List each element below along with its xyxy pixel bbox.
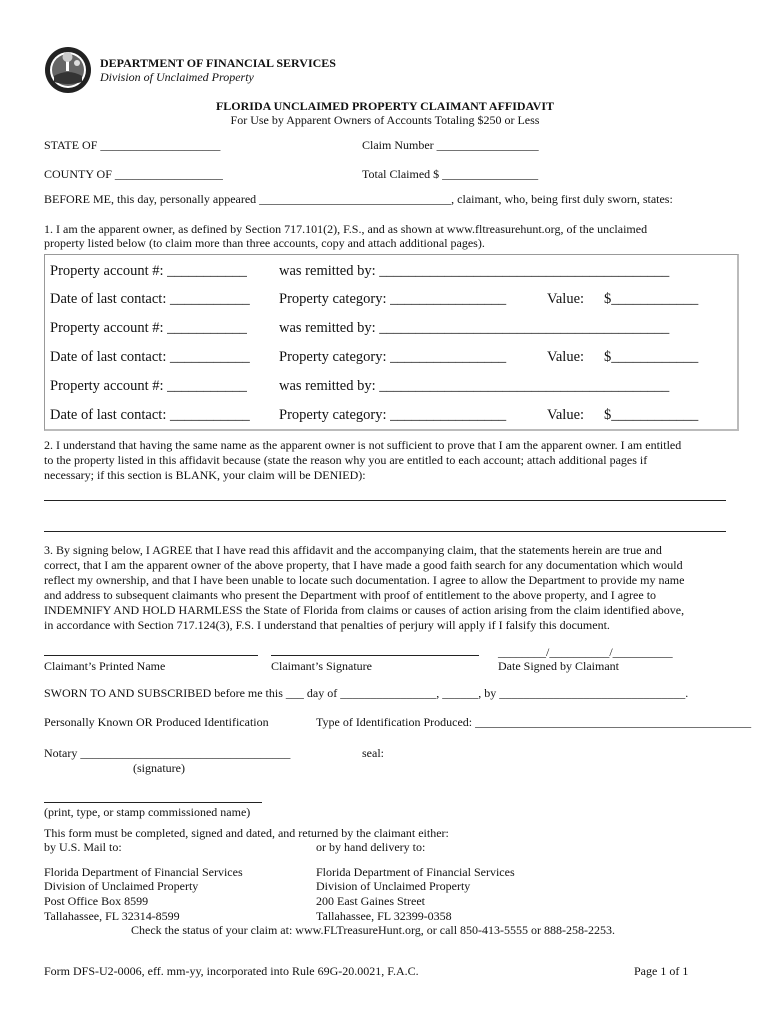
hand-address-line: Florida Department of Financial Services <box>316 865 515 879</box>
form-id-footer: Form DFS-U2-0006, eff. mm-yy, incorporated into Rule 69G-20.0021, F.A.C. <box>44 964 419 978</box>
form-title: FLORIDA UNCLAIMED PROPERTY CLAIMANT AFFIDAVIT <box>215 99 555 113</box>
value-field[interactable]: $____________ <box>604 407 699 423</box>
remitted-by-field[interactable]: was remitted by: ________________________________________ <box>279 320 670 336</box>
section2-line1: 2. I understand that having the same name as the apparent owner is not sufficient to prove that I am the apparent owner. I am entitled <box>44 438 682 452</box>
printed-name-label: Claimant’s Printed Name <box>44 659 166 673</box>
hand-address-line: Tallahassee, FL 32399-0358 <box>316 909 452 923</box>
property-account-field[interactable]: Property account #: ___________ <box>50 320 247 336</box>
last-contact-field[interactable]: Date of last contact: ___________ <box>50 349 250 365</box>
date-signed-field[interactable]: ________/__________/__________ <box>498 645 673 659</box>
section2-line2: to the property listed in this affidavit because (state the reason why you are entitled to each account; attach additional pages if <box>44 453 648 467</box>
commissioned-name-label: (print, type, or stamp commissioned name) <box>44 805 251 819</box>
mail-address-line: Tallahassee, FL 32314-8599 <box>44 909 180 923</box>
notary-signature-label: (signature) <box>133 761 185 775</box>
section3-line2: correct, that I am the apparent owner of the above property, that I have made a good faith search for any documentation which would <box>44 558 683 572</box>
section2-line3: necessary; if this section is BLANK, your claim will be DENIED): <box>44 468 366 482</box>
date-signed-label: Date Signed by Claimant <box>498 659 619 673</box>
remitted-by-field[interactable]: was remitted by: ________________________________________ <box>279 378 670 394</box>
claim-number-field[interactable]: Claim Number _________________ <box>362 138 539 152</box>
last-contact-field[interactable]: Date of last contact: ___________ <box>50 407 250 423</box>
hand-address-line: 200 East Gaines Street <box>316 894 425 908</box>
section1-line1: 1. I am the apparent owner, as defined by Section 717.101(2), F.S., and as shown at www.fltreasurehunt.org, of the unclaimed <box>44 222 648 236</box>
value-label: Value: <box>547 291 585 307</box>
status-check-text: Check the status of your claim at: www.FLTreasureHunt.org, or call 850-413-5555 or 888-258-2253. <box>131 923 616 937</box>
value-label: Value: <box>547 349 585 365</box>
section3-line6: in accordance with Section 717.124(3), F.S. I understand that penalties of perjury will apply if I falsify this document. <box>44 618 610 632</box>
notary-seal-label: seal: <box>362 746 384 760</box>
personally-known-option[interactable]: Personally Known OR Produced Identification <box>44 715 269 729</box>
section1-line2: property listed below (to claim more than three accounts, copy and attach additional pages). <box>44 236 485 250</box>
hand-address-line: Division of Unclaimed Property <box>316 879 471 893</box>
section3-line3: reflect my ownership, and that I have been unable to locate such documentation. I agree to allow the Department to provide my name <box>44 573 685 587</box>
by-mail-label: by U.S. Mail to: <box>44 840 122 854</box>
mail-address-line: Florida Department of Financial Services <box>44 865 243 879</box>
reason-line-1[interactable] <box>44 500 726 501</box>
return-instruction: This form must be completed, signed and dated, and returned by the claimant either: <box>44 826 449 840</box>
property-account-field[interactable]: Property account #: ___________ <box>50 378 247 394</box>
mail-address-line: Post Office Box 8599 <box>44 894 149 908</box>
property-table <box>44 254 739 431</box>
signature-label: Claimant’s Signature <box>271 659 372 673</box>
county-of-field[interactable]: COUNTY OF __________________ <box>44 167 223 181</box>
total-claimed-field[interactable]: Total Claimed $ ________________ <box>362 167 539 181</box>
section3-line5: INDEMNIFY AND HOLD HARMLESS the State of Florida from claims or causes of action arising from the claim identified above, <box>44 603 685 617</box>
signature-line[interactable] <box>271 655 479 656</box>
property-category-field[interactable]: Property category: ________________ <box>279 349 507 365</box>
state-of-field[interactable]: STATE OF ____________________ <box>44 138 221 152</box>
by-hand-label: or by hand delivery to: <box>316 840 426 854</box>
section3-line4: and address to subsequent claimants who present the Department with proof of entitlement to the above property, and I agree to <box>44 588 657 602</box>
property-account-field[interactable]: Property account #: ___________ <box>50 263 247 279</box>
mail-address-line: Division of Unclaimed Property <box>44 879 199 893</box>
department-name: DEPARTMENT OF FINANCIAL SERVICES <box>100 56 336 70</box>
notary-signature-field[interactable]: Notary ___________________________________ <box>44 746 291 760</box>
value-field[interactable]: $____________ <box>604 291 699 307</box>
last-contact-field[interactable]: Date of last contact: ___________ <box>50 291 250 307</box>
before-me-statement[interactable]: BEFORE ME, this day, personally appeared ________________________________, claimant, who, being first duly sworn, states: <box>44 192 673 206</box>
property-category-field[interactable]: Property category: ________________ <box>279 291 507 307</box>
value-label: Value: <box>547 407 585 423</box>
reason-line-2[interactable] <box>44 531 726 532</box>
identification-type-field[interactable]: Type of Identification Produced: ______________________________________________ <box>316 715 752 729</box>
section3-line1: 3. By signing below, I AGREE that I have read this affidavit and the accompanying claim, that the statements herein are true and <box>44 543 662 557</box>
remitted-by-field[interactable]: was remitted by: ________________________________________ <box>279 263 670 279</box>
value-field[interactable]: $____________ <box>604 349 699 365</box>
property-category-field[interactable]: Property category: ________________ <box>279 407 507 423</box>
florida-state-seal-icon <box>44 46 92 94</box>
page-number: Page 1 of 1 <box>634 964 689 978</box>
printed-name-line[interactable] <box>44 655 258 656</box>
form-subtitle: For Use by Apparent Owners of Accounts Totaling $250 or Less <box>230 113 540 127</box>
sworn-statement[interactable]: SWORN TO AND SUBSCRIBED before me this ___ day of ________________, ______, by _______________________________. <box>44 686 689 700</box>
division-name: Division of Unclaimed Property <box>100 70 254 84</box>
commissioned-name-line[interactable] <box>44 802 262 803</box>
